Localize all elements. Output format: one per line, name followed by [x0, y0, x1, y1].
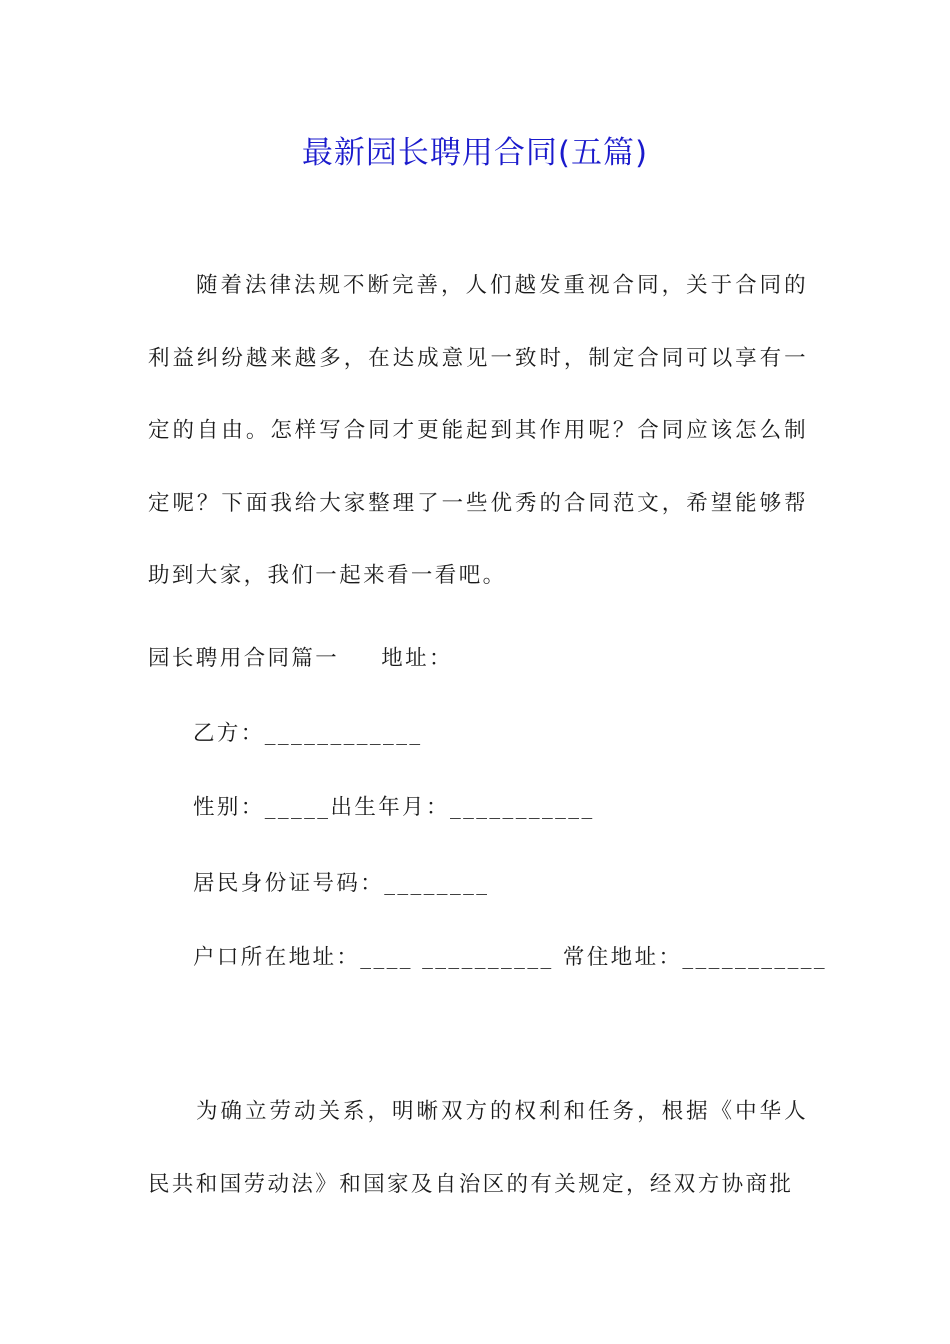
household-address-field: 户口所在地址：____ __________ 常住地址：___________ — [193, 945, 828, 970]
party-b-field: 乙方：____________ — [193, 721, 423, 746]
section-heading-line — [148, 639, 453, 679]
intro-paragraph: 随着法律法规不断完善，人们越发重视合同，关于合同的利益纠纷越来越多，在达成意见一致时，制定合同可以享有一定的自由。怎样写合同才更能起到其作用呢？合同应该怎么制定呢？下面我给大家整理了一些优秀的合同范文，希望能够帮助到大家，我们一起来看一看吧。 — [148, 273, 808, 588]
gender-birth-field: 性别：_____出生年月：___________ — [193, 795, 595, 820]
address-label: 地址： — [381, 646, 453, 671]
section-heading: 园长聘用合同篇一 — [148, 646, 340, 671]
id-number-field: 居民身份证号码：________ — [193, 871, 490, 896]
document-title: 最新园长聘用合同(五篇) — [301, 135, 649, 171]
body-paragraph: 为确立劳动关系，明晰双方的权利和任务，根据《中华人民共和国劳动法》和国家及自治区的有关规定，经双方协商批 — [148, 1099, 808, 1197]
